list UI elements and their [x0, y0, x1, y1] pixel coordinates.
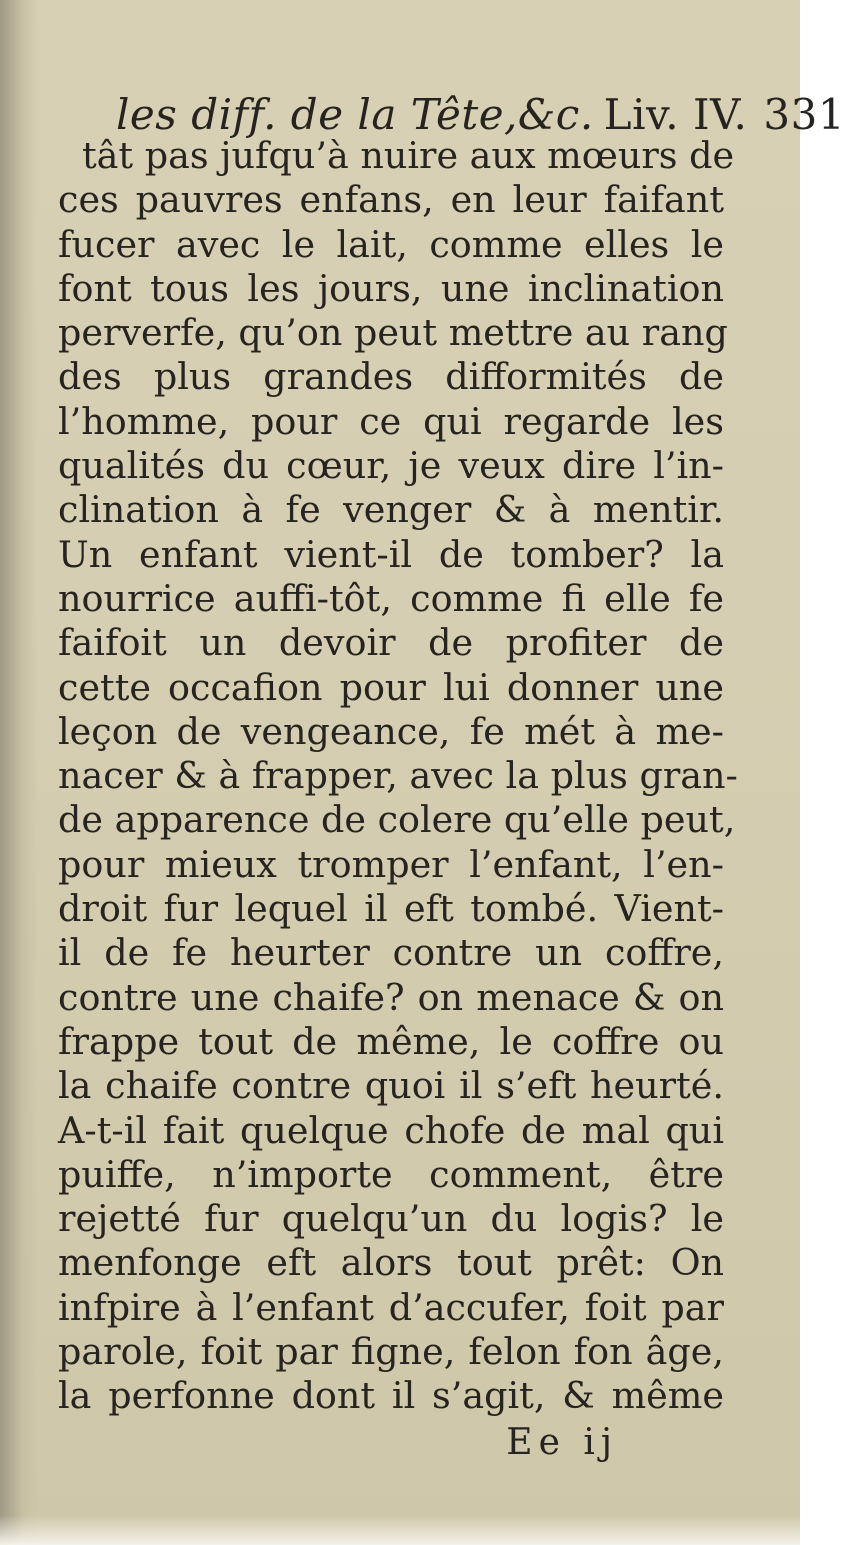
running-head-book: Liv. IV. [603, 90, 748, 139]
text-line: infpire à l’enfant d’accufer, foit par [58, 1285, 724, 1329]
text-line: A-t-il fait quelque chofe de mal qui [58, 1108, 724, 1152]
text-line: nacer & à frapper, avec la plus gran- [58, 754, 738, 798]
text-line: qualités du cœur, je veux dire l’in- [58, 444, 724, 488]
page-bottom-edge [0, 1515, 800, 1545]
page-number: 331 [763, 90, 845, 139]
text-line: parole, foit par figne, felon fon âge, [58, 1330, 724, 1374]
text-line: perverfe, qu’on peut mettre au rang [58, 311, 728, 355]
text-line: puiffe, n’importe comment, être [58, 1152, 724, 1196]
page-content [58, 88, 845, 1465]
text-line: nourrice auffi-tôt, comme fi elle fe [58, 576, 724, 620]
text-line: leçon de vengeance, fe mét à me- [58, 709, 724, 753]
text-line: Un enfant vient-il de tomber? la [58, 532, 724, 576]
text-line: droit fur lequel il eft tombé. Vient- [58, 887, 724, 931]
running-head-title: les diff. de la Tête,&c. [116, 90, 594, 139]
text-line: clination à fe venger & à mentir. [58, 488, 724, 532]
text-line: fucer avec le lait, comme elles le [58, 222, 724, 266]
text-line: il de fe heurter contre un coffre, [58, 931, 724, 975]
text-line: font tous les jours, une inclination [58, 266, 724, 310]
text-line: des plus grandes difformités de [58, 355, 724, 399]
text-line: faifoit un devoir de profiter de [58, 621, 724, 665]
text-line: menfonge eft alors tout prêt: On [58, 1241, 724, 1285]
text-line: l’homme, pour ce qui regarde les [58, 399, 724, 443]
text-line: la perfonne dont il s’agit, & même [58, 1374, 724, 1418]
text-line: tât pas jufqu’à nuire aux mœurs de [82, 134, 735, 177]
body-text [58, 134, 748, 1419]
signature-mark: Ee ij [506, 1421, 618, 1463]
text-line: frappe tout de même, le coffre ou [58, 1019, 724, 1063]
text-line: contre une chaife? on menace & on [58, 975, 724, 1019]
page-binding-shadow [0, 0, 38, 1545]
text-line: rejetté fur quelqu’un du logis? le [58, 1197, 724, 1241]
text-line: ces pauvres enfans, en leur faifant [58, 178, 724, 222]
text-line: pour mieux tromper l’enfant, l’en- [58, 842, 724, 886]
text-line: la chaife contre quoi il s’eft heurté. [58, 1064, 724, 1108]
text-line: cette occafion pour lui donner une [58, 665, 724, 709]
text-line: de apparence de colere qu’elle peut, [58, 798, 736, 842]
